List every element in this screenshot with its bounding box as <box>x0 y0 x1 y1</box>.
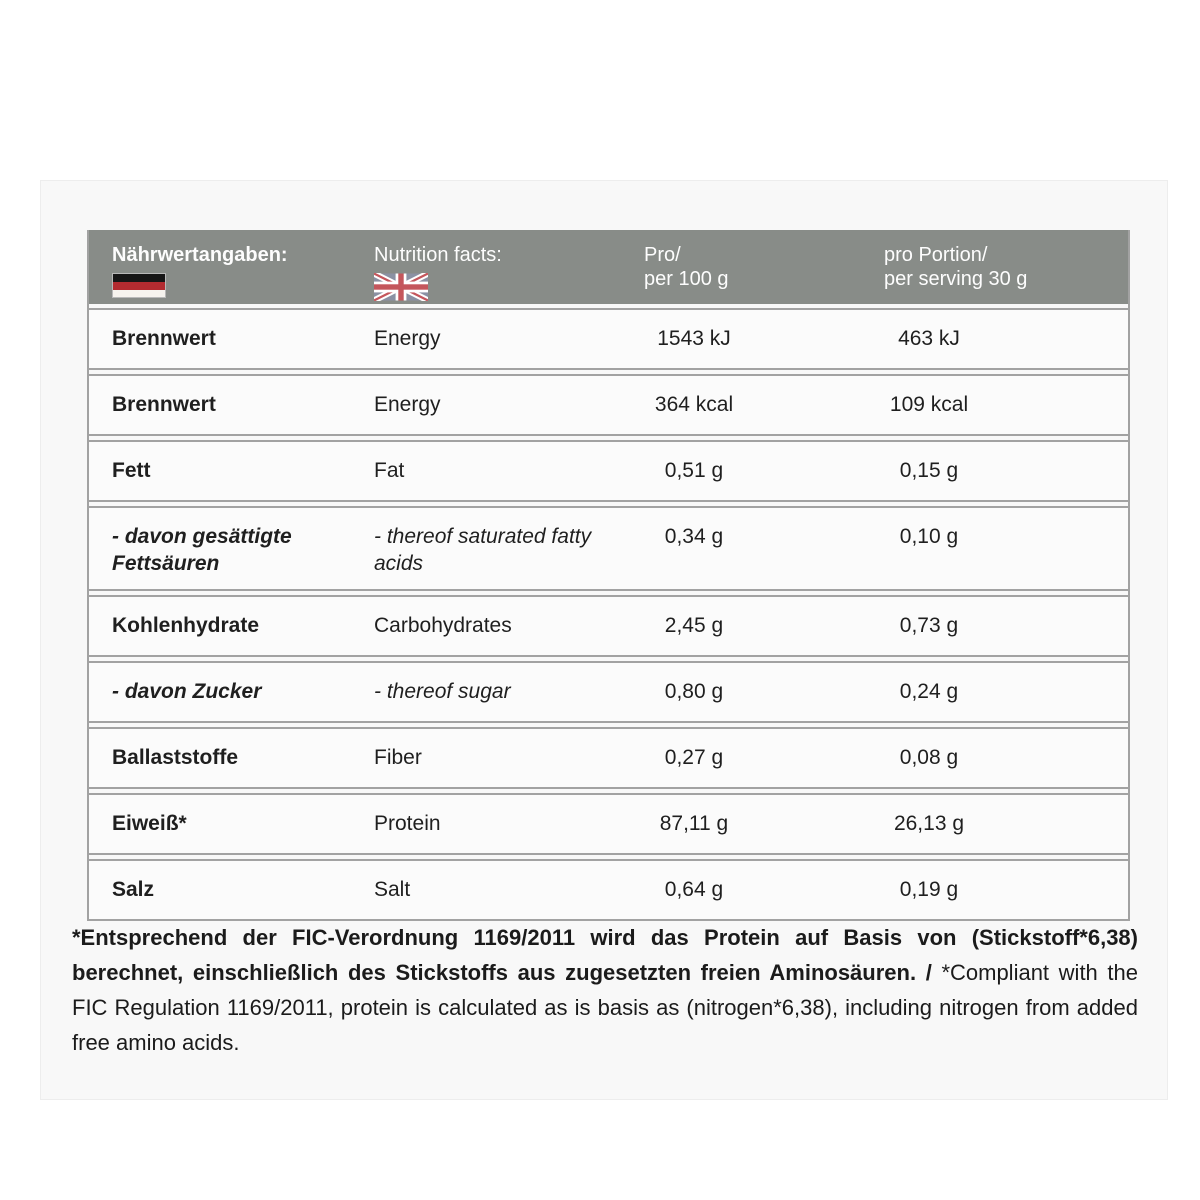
value-per-serving: 0,19 g <box>899 878 959 901</box>
header-de-label: Nährwertangaben: <box>112 244 288 266</box>
footnote-english: *Compliant with the FIC Regulation 1169/2011, protein is calculated as is basis as (nitrogen*6,38), including nitrogen from added free amino acids. <box>72 960 1138 1055</box>
nutrition-table <box>87 230 1130 921</box>
serving-line2: per serving 30 g <box>884 268 1028 290</box>
value-per-100g: 0,34 g <box>664 525 724 548</box>
nutrient-name-en: - thereof saturated fatty acids <box>374 525 592 575</box>
table-row <box>89 440 1128 502</box>
nutrient-name-de: Salz <box>112 878 155 901</box>
label-background <box>40 180 1168 1100</box>
nutrient-name-de: - davon gesättigte Fettsäuren <box>112 525 292 575</box>
value-per-serving: 26,13 g <box>893 812 965 835</box>
nutrient-name-en: - thereof sugar <box>374 680 511 703</box>
table-row <box>89 727 1128 789</box>
value-per-serving: 109 kcal <box>889 393 969 416</box>
footnote-german: *Entsprechend der FIC-Verordnung 1169/2011 wird das Protein auf Basis von (Stickstoff*6,38) berechnet, einschließlich des Stickstoffs aus zugesetzten freien Aminosäuren. / <box>72 925 1138 985</box>
header-cell-per-100g <box>619 243 854 291</box>
nutrient-name-de: - davon Zucker <box>112 680 262 703</box>
table-header-row <box>89 230 1128 304</box>
value-per-100g: 1543 kJ <box>657 327 731 350</box>
uk-flag-icon <box>374 273 428 301</box>
nutrient-name-en: Energy <box>374 327 441 350</box>
value-per-serving: 0,24 g <box>899 680 959 703</box>
table-row <box>89 793 1128 855</box>
nutrient-name-de: Brennwert <box>112 327 216 350</box>
table-row <box>89 506 1128 591</box>
serving-line1: pro Portion/ <box>884 244 988 266</box>
value-per-100g: 0,51 g <box>664 459 724 482</box>
table-row <box>89 859 1128 921</box>
nutrient-name-de: Kohlenhydrate <box>112 614 260 637</box>
nutrient-name-de: Fett <box>112 459 151 482</box>
nutrient-name-de: Eiweiß* <box>112 812 187 835</box>
value-per-serving: 0,73 g <box>899 614 959 637</box>
nutrient-name-en: Fat <box>374 459 405 482</box>
footnote <box>72 920 1138 1060</box>
value-per-100g: 0,64 g <box>664 878 724 901</box>
german-flag-icon <box>112 273 166 298</box>
header-en-label: Nutrition facts: <box>374 244 502 266</box>
value-per-100g: 364 kcal <box>654 393 734 416</box>
nutrient-name-en: Fiber <box>374 746 422 769</box>
value-per-100g: 0,27 g <box>664 746 724 769</box>
header-cell-english <box>374 243 619 301</box>
nutrient-name-en: Protein <box>374 812 441 835</box>
value-per-serving: 0,08 g <box>899 746 959 769</box>
value-per-serving: 463 kJ <box>898 327 960 350</box>
header-cell-german <box>89 243 374 298</box>
value-per-100g: 2,45 g <box>664 614 724 637</box>
table-row <box>89 661 1128 723</box>
nutrient-name-de: Ballaststoffe <box>112 746 239 769</box>
value-per-serving: 0,15 g <box>899 459 959 482</box>
nutrient-name-en: Energy <box>374 393 441 416</box>
header-cell-per-serving <box>854 243 1104 291</box>
per100-line2: per 100 g <box>644 268 729 290</box>
table-row <box>89 308 1128 370</box>
nutrient-name-en: Salt <box>374 878 411 901</box>
nutrient-name-de: Brennwert <box>112 393 216 416</box>
table-row <box>89 374 1128 436</box>
value-per-100g: 87,11 g <box>659 812 729 835</box>
value-per-serving: 0,10 g <box>899 525 959 548</box>
table-body <box>89 308 1128 921</box>
table-row <box>89 595 1128 657</box>
value-per-100g: 0,80 g <box>664 680 724 703</box>
nutrient-name-en: Carbohydrates <box>374 614 512 637</box>
per100-line1: Pro/ <box>644 244 681 266</box>
